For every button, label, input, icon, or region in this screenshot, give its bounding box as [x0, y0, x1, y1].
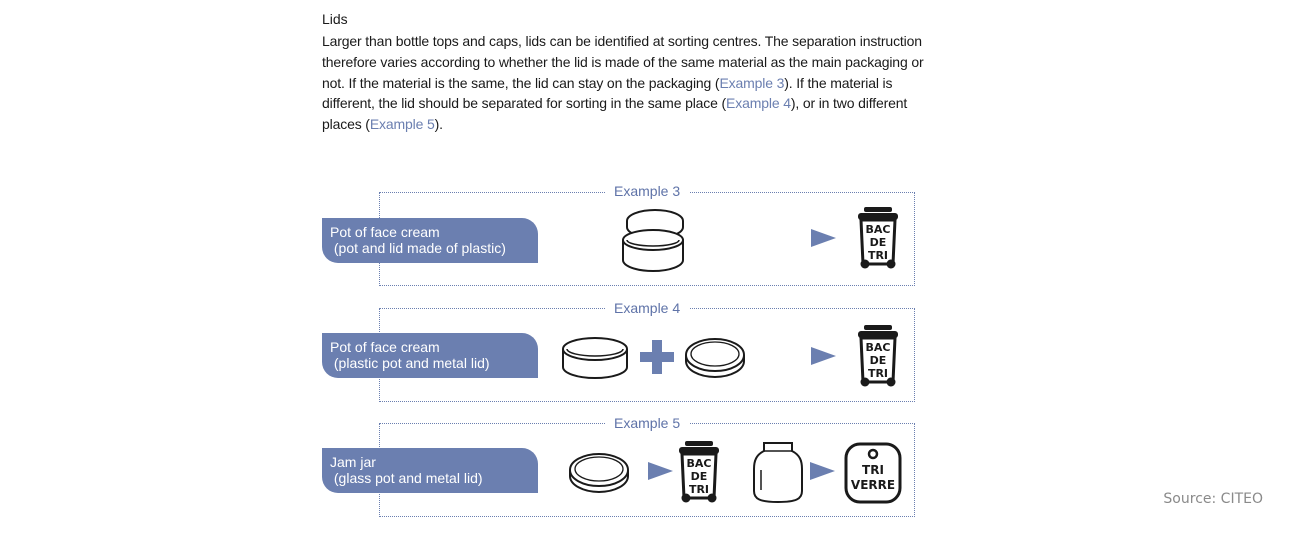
arrow-icon	[811, 346, 837, 366]
example-5-tab	[322, 448, 538, 493]
svg-text:DE: DE	[869, 236, 887, 249]
svg-text:BAC: BAC	[865, 341, 891, 354]
example-3-link[interactable]: Example 3	[719, 74, 785, 91]
plus-icon	[639, 339, 675, 375]
tab-title: Pot of face cream	[330, 339, 440, 355]
arrow-icon	[810, 461, 836, 481]
source-credit: Source: CITEO	[1163, 491, 1263, 507]
example-4-tab	[322, 333, 538, 378]
intro-paragraph: Larger than bottle tops and caps, lids can be identified at sorting centres. The separation instruction therefore varies according to whether the lid is made of the same material as the main packaging or not. If the material is the same, the lid can stay on the packaging (Example 3). If the material is different, the lid should be separated for sorting in the same place (Example 4), or in two different places (Example 5).	[322, 33, 924, 133]
tab-title: Pot of face cream	[330, 224, 440, 240]
svg-text:DE: DE	[869, 354, 887, 367]
glass-jar-icon	[752, 440, 804, 504]
tab-subtitle: (plastic pot and metal lid)	[330, 355, 490, 371]
svg-text:TRI: TRI	[867, 367, 889, 380]
open-pot-icon	[615, 206, 690, 274]
svg-text:TRI: TRI	[862, 463, 884, 477]
sorting-bin-icon	[676, 440, 722, 504]
tab-title: Jam jar	[330, 454, 376, 470]
svg-text:VERRE: VERRE	[850, 478, 896, 492]
svg-text:TRI: TRI	[688, 483, 710, 496]
section-heading: Lids	[322, 11, 348, 27]
example-3-tab	[322, 218, 538, 263]
svg-text:TRI: TRI	[867, 249, 889, 262]
example-4-link[interactable]: Example 4	[726, 95, 791, 112]
example-4-label: Example 4	[605, 300, 689, 316]
example-5-link[interactable]: Example 5	[369, 116, 435, 133]
lid-icon	[568, 450, 630, 496]
sorting-bin-icon	[855, 324, 901, 388]
example-3-label: Example 3	[605, 183, 689, 199]
svg-text:BAC: BAC	[865, 223, 891, 236]
tab-subtitle: (pot and lid made of plastic)	[330, 240, 506, 256]
svg-text:BAC: BAC	[686, 457, 712, 470]
pot-icon	[560, 335, 630, 381]
sorting-bin-icon	[855, 206, 901, 270]
arrow-icon	[648, 461, 674, 481]
tab-subtitle: (glass pot and metal lid)	[330, 470, 483, 486]
svg-text:DE: DE	[690, 470, 708, 483]
arrow-icon	[811, 228, 837, 248]
lid-icon	[684, 335, 746, 381]
example-5-label: Example 5	[605, 415, 689, 431]
glass-bank-icon	[844, 440, 902, 504]
